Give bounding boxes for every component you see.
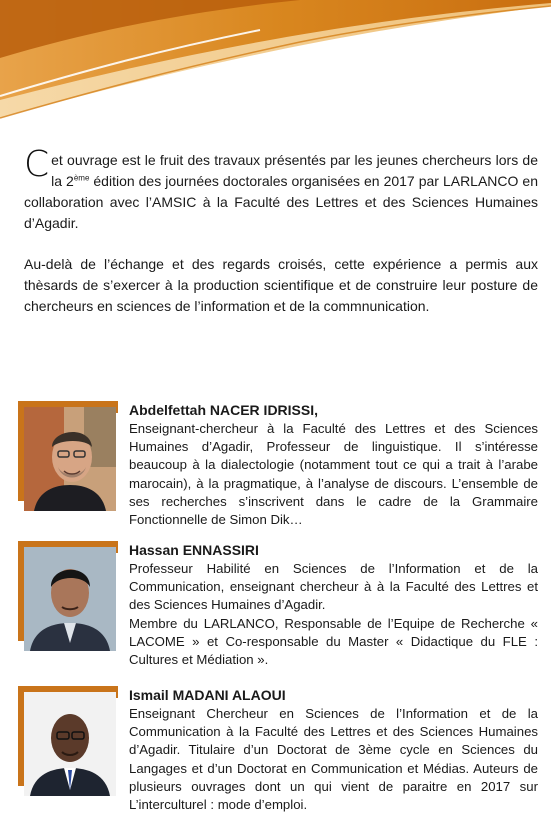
author-photo bbox=[24, 547, 116, 651]
author-description: Enseignant-chercheur à la Faculté des Lettres et des Sciences Humaines d’Agadir, Professeur de linguistique. Il s’intéresse beaucoup à la dialectologie (notamment tout ce qui a trait à l’arabe marocain), à la pragmatique, à l’analyse de discours. L’ensemble de ses recherches s’inscrivent dans le cadre de la Grammaire Fonctionnelle de Simon Dik… bbox=[129, 421, 538, 528]
author-description: Professeur Habilité en Sciences de l’Information et de la Communication, enseignant chercheur à à la Faculté des Lettres et des Sciences Humaines d’Agadir. Membre du LARLANCO, Responsable de l’Equipe de Recherche « LACOME » et Co-responsable du Master « Didactique du FLE : Cultures et Médiation ». bbox=[129, 561, 538, 668]
author-bio bbox=[129, 686, 538, 814]
author-bio bbox=[129, 541, 538, 669]
author-name: Abdelfettah NACER IDRISSI, bbox=[129, 402, 319, 418]
author-photo-frame bbox=[18, 401, 118, 513]
intro-paragraph-1-part-2: édition des journées doctorales organisées en 2017 par LARLANCO en collaboration avec l’AMSIC à la Faculté des Lettres et des Sciences Humaines d’Agadir. bbox=[24, 173, 538, 231]
author-photo-frame bbox=[18, 541, 118, 653]
intro-paragraph-2: Au-delà de l’échange et des regards croisés, cette expérience a permis aux thèsards de s’exercer à la production scientifique et de construire leur posture de chercheurs en sciences de l’information et de la commnunication. bbox=[24, 256, 538, 314]
ordinal-superscript: ème bbox=[73, 173, 90, 183]
author-card bbox=[18, 541, 538, 668]
author-photo-frame bbox=[18, 686, 118, 798]
author-name: Ismail MADANI ALAOUI bbox=[129, 687, 286, 703]
author-bio bbox=[129, 401, 538, 529]
intro-paragraph-1-part-1: et ouvrage est le fruit des travaux présentés par les jeunes chercheurs lors de la 2 bbox=[51, 152, 538, 189]
author-description: Enseignant Chercheur en Sciences de l’Information et de la Communication à la Faculté des Lettres et des Sciences Humaines d’Agadir. Titulaire d’un Doctorat de 3ème cycle en Sciences du Langages et d’un Doctorat en Communication et Médias. Auteurs de plusieurs ouvrages dont un qui vient de paraitre en 2017 sur L’interculturel : mode d’emploi. bbox=[129, 706, 538, 813]
author-photo bbox=[24, 407, 116, 511]
author-photo bbox=[24, 692, 116, 796]
author-card bbox=[18, 401, 538, 528]
author-name: Hassan ENNASSIRI bbox=[129, 542, 259, 558]
decorative-banner bbox=[0, 0, 551, 150]
drop-cap: C bbox=[24, 144, 50, 185]
intro-paragraph-1 bbox=[24, 144, 538, 234]
author-card bbox=[18, 686, 538, 813]
intro-text bbox=[24, 144, 538, 337]
